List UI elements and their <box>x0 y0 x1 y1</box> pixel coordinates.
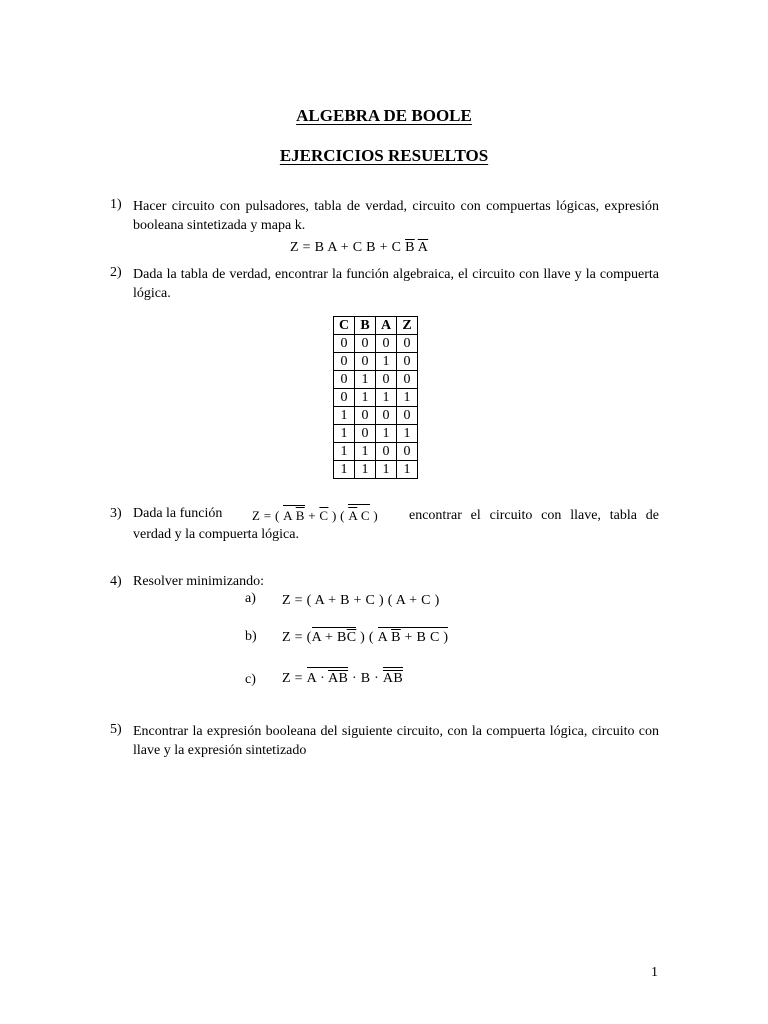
header-z: Z <box>397 317 418 335</box>
header-a: A <box>376 317 397 335</box>
table-cell: 1 <box>355 389 376 407</box>
exercise-5-text: Encontrar la expresión booleana del siguiente circuito, con la compuerta lógica, circuito con llave y la expresión sintetizado <box>133 724 659 758</box>
table-cell: 1 <box>355 461 376 479</box>
table-cell: 0 <box>397 371 418 389</box>
item-c-formula: $Z = A \cdot \overline{AB} \cdot B \cdot \overline{AB}$ <box>282 667 403 687</box>
table-cell: 1 <box>334 461 355 479</box>
truth-table-header-row <box>334 317 418 335</box>
table-cell: 0 <box>376 443 397 461</box>
table-cell: 0 <box>355 407 376 425</box>
table-row <box>334 425 418 443</box>
table-cell: 0 <box>376 407 397 425</box>
exercise-3-text-after: encontrar el circuito con llave, tabla de verdad y la compuerta lógica. <box>133 508 659 542</box>
table-cell: 0 <box>397 443 418 461</box>
table-cell: 1 <box>397 461 418 479</box>
table-cell: 0 <box>334 353 355 371</box>
header-b: B <box>355 317 376 335</box>
exercise-5-number: 5) <box>110 722 122 737</box>
table-row <box>334 407 418 425</box>
table-row <box>334 389 418 407</box>
exercise-3-formula: Z = ( A $\overline{B} + \overline{C}$ ) ( $\overline{A}$ C ) <box>252 504 378 524</box>
table-cell: 1 <box>376 353 397 371</box>
document-subtitle: EJERCICIOS RESUELTOS <box>279 146 489 165</box>
item-a-formula: Z = ( A + B + C ) ( A + C ) <box>282 593 440 608</box>
item-a-label: a) <box>245 591 256 606</box>
table-cell: 1 <box>376 461 397 479</box>
exercise-3-text-before: Dada la función <box>133 506 223 521</box>
table-cell: 0 <box>334 335 355 353</box>
truth-table <box>333 316 418 479</box>
table-cell: 1 <box>355 443 376 461</box>
item-b-label: b) <box>245 629 257 644</box>
table-cell: 1 <box>355 371 376 389</box>
table-cell: 0 <box>334 371 355 389</box>
table-cell: 1 <box>334 407 355 425</box>
table-cell: 0 <box>355 425 376 443</box>
document-title: ALGEBRA DE BOOLE <box>296 106 472 125</box>
table-cell: 0 <box>376 371 397 389</box>
table-cell: 1 <box>376 389 397 407</box>
exercise-3-number: 3) <box>110 506 122 521</box>
table-cell: 0 <box>334 389 355 407</box>
table-cell: 0 <box>397 353 418 371</box>
exercise-4-number: 4) <box>110 574 122 589</box>
exercise-1-formula: Z = B A + C B + C $\overline{B}$ $\overline{A}$ <box>290 240 429 255</box>
table-row <box>334 371 418 389</box>
table-cell: 1 <box>334 425 355 443</box>
item-b-formula: $Z = (A + B\overline{C}$ ) ( A $\overline{B} + B$ C ) <box>282 627 448 646</box>
table-row <box>334 443 418 461</box>
table-row <box>334 353 418 371</box>
page-number: 1 <box>651 965 658 980</box>
exercise-4-text: Resolver minimizando: <box>133 574 265 589</box>
truth-table-body <box>334 335 418 479</box>
table-row <box>334 461 418 479</box>
exercise-2-text: Dada la tabla de verdad, encontrar la función algebraica, el circuito con llave y la compuerta lógica. <box>133 267 659 301</box>
item-c-label: c) <box>245 672 256 687</box>
table-cell: 1 <box>376 425 397 443</box>
table-cell: 0 <box>355 353 376 371</box>
table-cell: 0 <box>397 407 418 425</box>
exercise-1-text: Hacer circuito con pulsadores, tabla de verdad, circuito con compuertas lógicas, expresión booleana sintetizada y mapa k. <box>133 199 659 233</box>
exercise-2-number: 2) <box>110 265 122 280</box>
table-cell: 1 <box>397 425 418 443</box>
table-cell: 1 <box>397 389 418 407</box>
exercise-1-number: 1) <box>110 197 122 212</box>
table-cell: 1 <box>334 443 355 461</box>
table-cell: 0 <box>397 335 418 353</box>
header-c: C <box>334 317 355 335</box>
table-row <box>334 335 418 353</box>
table-cell: 0 <box>355 335 376 353</box>
table-cell: 0 <box>376 335 397 353</box>
